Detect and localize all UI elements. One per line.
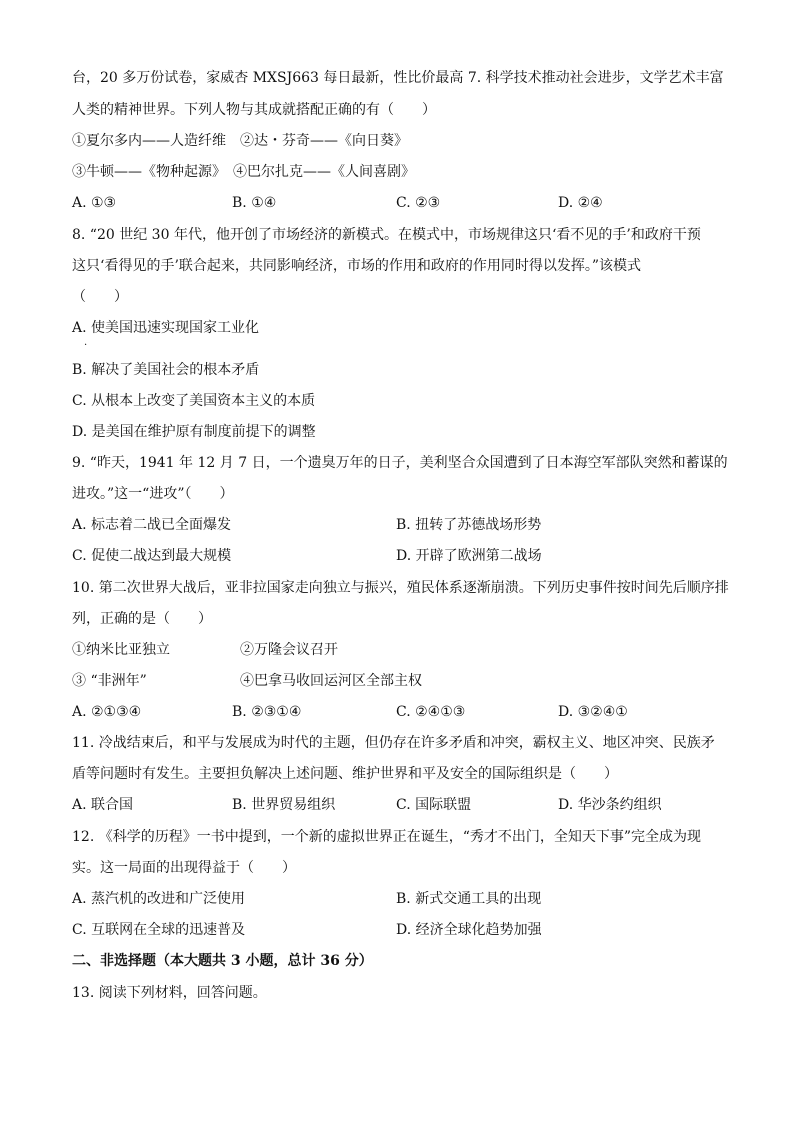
q12-choice-b: B. 新式交通工具的出现 — [396, 891, 542, 907]
q9-choice-a: A. 标志着二战已全面爆发 — [72, 517, 232, 533]
q10-choice-c: C. ②④①③ — [396, 704, 466, 720]
q7-choice-a: A. ①③ — [72, 195, 117, 211]
q7-choice-d: D. ②④ — [558, 195, 603, 211]
q10-choice-d: D. ③②④① — [558, 704, 628, 720]
q10-option-1: ①纳米比亚独立 — [72, 642, 170, 658]
q9-choice-b: B. 扭转了苏德战场形势 — [396, 517, 542, 533]
q10-option-2: ②万隆会议召开 — [240, 642, 338, 658]
q8-choice-c: C. 从根本上改变了美国资本主义的本质 — [72, 393, 316, 409]
q10-option-3: ③ “非洲年” — [72, 673, 147, 689]
q10-stem-line2: 列，正确的是（ ） — [72, 611, 212, 627]
q8-choice-b: B. 解决了美国社会的根本矛盾 — [72, 362, 260, 378]
q11-choice-a: A. 联合国 — [72, 797, 134, 813]
q9-choice-d: D. 开辟了欧洲第二战场 — [396, 548, 542, 564]
q8-choice-a: A. 使美国迅速实现国家工业化 — [72, 320, 260, 336]
q10-choice-a: A. ②①③④ — [72, 704, 142, 720]
q9-stem-line2: 进攻。”这一“进攻”（ ） — [72, 486, 234, 502]
q8-stem-line3: （ ） — [72, 289, 128, 305]
q9-stem-line1: 9. “昨天，1941 年 12 月 7 日，一个遗臭万年的日子，美利坚合众国遭到了日本海空军部队突然和蓄谋的 — [72, 455, 728, 471]
q7-choice-c: C. ②③ — [396, 195, 441, 211]
q11-stem-line1: 11. 冷战结束后，和平与发展成为时代的主题，但仍存在许多矛盾和冲突，霸权主义、地区冲突、民族矛 — [72, 735, 715, 751]
q12-stem-line1: 12. 《科学的历程》一书中提到，一个新的虚拟世界正在诞生，“秀才不出门，全知天下事”完全成为现 — [72, 829, 702, 845]
q8-stray-dot: . — [84, 337, 88, 348]
q7-options-line1: ①夏尔多内——人造纤维 ②达・芬奇——《向日葵》 — [72, 133, 408, 149]
q10-option-4: ④巴拿马收回运河区全部主权 — [240, 673, 422, 689]
q8-stem-line2: 这只‘看得见的手’联合起来，共同影响经济，市场的作用和政府的作用同时得以发挥。”该模式 — [72, 258, 642, 274]
q10-stem-line1: 10. 第二次世界大战后，亚非拉国家走向独立与振兴，殖民体系逐渐崩溃。下列历史事件按时间先后顺序排 — [72, 580, 729, 596]
q11-choice-d: D. 华沙条约组织 — [558, 797, 662, 813]
q11-choice-c: C. 国际联盟 — [396, 797, 472, 813]
q8-choice-d: D. 是美国在维护原有制度前提下的调整 — [72, 424, 316, 440]
q12-choice-a: A. 蒸汽机的改进和广泛使用 — [72, 891, 246, 907]
q12-choice-d: D. 经济全球化趋势加强 — [396, 922, 542, 938]
q7-choice-b: B. ①④ — [232, 195, 277, 211]
q11-stem-line2: 盾等问题时有发生。主要担负解决上述问题、维护世界和平及安全的国际组织是（ ） — [72, 766, 618, 782]
q9-choice-c: C. 促使二战达到最大规模 — [72, 548, 232, 564]
q7-stem-line1: 台，20 多万份试卷，家威杏 MXSJ663 每日最新，性比价最高 7. 科学技术推动社会进步，文学艺术丰富 — [72, 70, 724, 86]
q7-options-line2: ③牛顿——《物种起源》 ④巴尔扎克——《人间喜剧》 — [72, 164, 415, 180]
q8-stem-line1: 8. “20 世纪 30 年代，他开创了市场经济的新模式。在模式中，市场规律这只‘看不见的手’和政府干预 — [72, 227, 701, 243]
q7-stem-line2: 人类的精神世界。下列人物与其成就搭配正确的有（ ） — [72, 102, 436, 118]
q13-stem: 13. 阅读下列材料，回答问题。 — [72, 985, 267, 1001]
q12-choice-c: C. 互联网在全球的迅速普及 — [72, 922, 246, 938]
q12-stem-line2: 实。这一局面的出现得益于（ ） — [72, 860, 296, 876]
q11-choice-b: B. 世界贸易组织 — [232, 797, 336, 813]
section-2-heading: 二、非选择题（本大题共 3 小题，总计 36 分） — [72, 953, 373, 969]
q10-choice-b: B. ②③①④ — [232, 704, 302, 720]
